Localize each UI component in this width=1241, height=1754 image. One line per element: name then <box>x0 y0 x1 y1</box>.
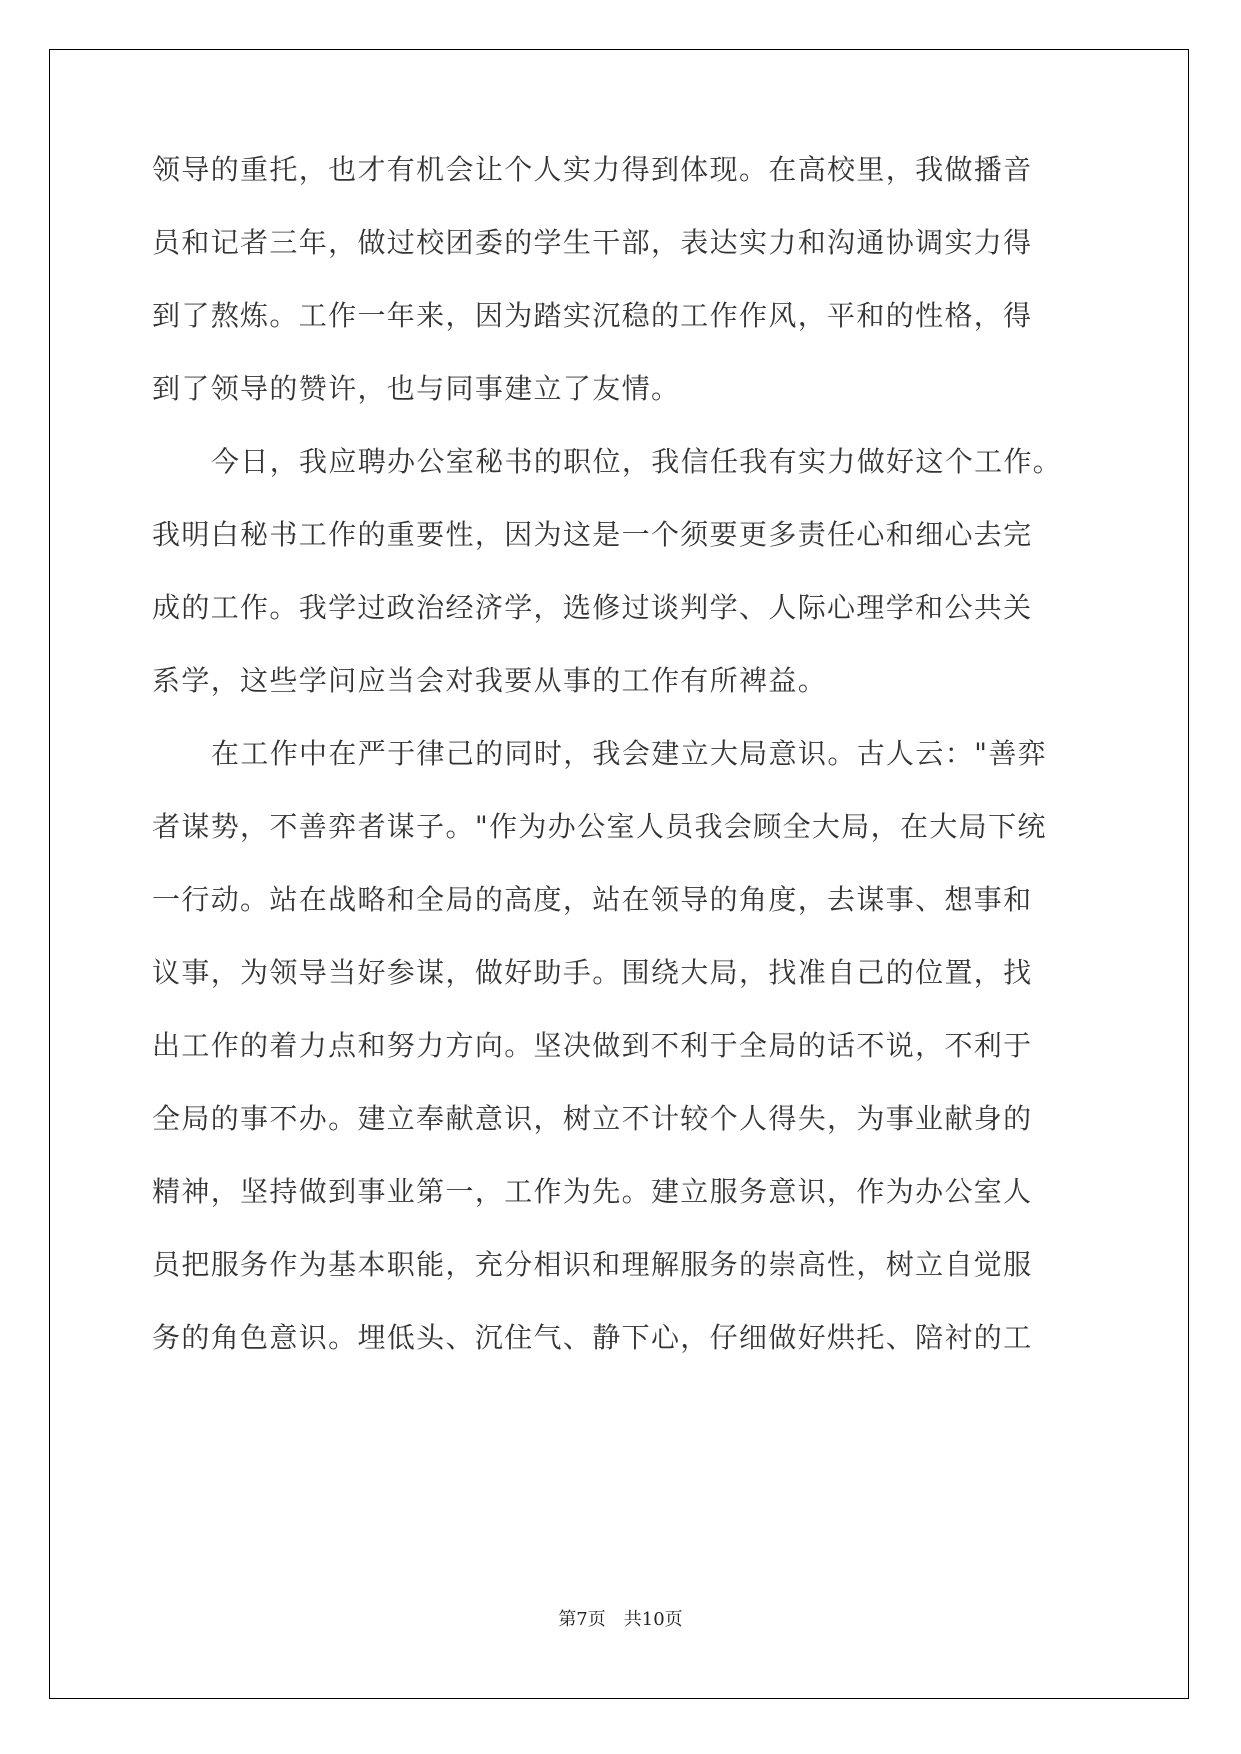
text-line: 务的角色意识。埋低头、沉住气、静下心，仔细做好烘托、陪衬的工 <box>152 1321 1033 1354</box>
text-line: 议事，为领导当好参谋，做好助手。围绕大局，找准自己的位置，找 <box>152 956 1033 989</box>
text-line: 到了领导的赞许，也与同事建立了友情。 <box>152 372 681 405</box>
text-line: 精神，坚持做到事业第一，工作为先。建立服务意识，作为办公室人 <box>152 1175 1033 1208</box>
paragraph-start-line: 在工作中在严于律己的同时，我会建立大局意识。古人云："善弈 <box>211 737 1048 770</box>
text-line: 全局的事不办。建立奉献意识，树立不计较个人得失，为事业献身的 <box>152 1102 1033 1135</box>
text-line: 员把服务作为基本职能，充分相识和理解服务的崇高性，树立自觉服 <box>152 1248 1033 1281</box>
page-footer <box>0 1608 1241 1632</box>
text-line: 者谋势，不善弈者谋子。"作为办公室人员我会顾全大局，在大局下统 <box>152 810 1047 843</box>
text-line: 成的工作。我学过政治经济学，选修过谈判学、人际心理学和公共关 <box>152 591 1033 624</box>
text-line: 出工作的着力点和努力方向。坚决做到不利于全局的话不说，不利于 <box>152 1029 1033 1062</box>
text-line: 我明白秘书工作的重要性，因为这是一个须要更多责任心和细心去完 <box>152 518 1033 551</box>
page-total: 共10页 <box>623 1609 683 1630</box>
text-line: 一行动。站在战略和全局的高度，站在领导的角度，去谋事、想事和 <box>152 883 1033 916</box>
page-number: 第7页 <box>558 1609 606 1630</box>
text-line: 领导的重托，也才有机会让个人实力得到体现。在高校里，我做播音 <box>152 153 1033 186</box>
text-line: 员和记者三年，做过校团委的学生干部，表达实力和沟通协调实力得 <box>152 226 1033 259</box>
paragraph-start-line: 今日，我应聘办公室秘书的职位，我信任我有实力做好这个工作。 <box>211 445 1063 478</box>
text-line: 系学，这些学问应当会对我要从事的工作有所裨益。 <box>152 664 828 697</box>
text-line: 到了熬炼。工作一年来，因为踏实沉稳的工作作风，平和的性格，得 <box>152 299 1033 332</box>
